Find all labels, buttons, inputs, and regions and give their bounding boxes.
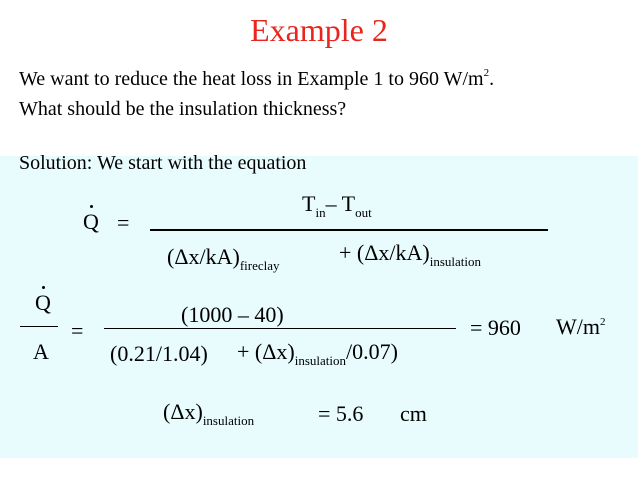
eq1-t-out: – T xyxy=(325,191,356,216)
eq2-lhs-fraction-bar xyxy=(20,326,58,327)
eq2-unit-text: W/m xyxy=(556,314,600,339)
eq3-unit: cm xyxy=(400,401,427,426)
problem-line-1 xyxy=(19,68,494,91)
eq2-lhs-numerator xyxy=(35,290,51,316)
eq2-result: = 960 xyxy=(470,315,521,340)
eq2-denominator-insulation xyxy=(237,339,398,368)
eq1-equals: = xyxy=(117,210,130,235)
problem-line-2: What should be the insulation thickness? xyxy=(19,98,347,120)
problem-line-1-superscript: 2 xyxy=(483,67,490,79)
eq1-numerator xyxy=(302,191,372,220)
problem-line-1-text: We want to reduce the heat loss in Example 1 to 960 W/m xyxy=(19,68,484,90)
eq1-fireclay-subscript: fireclay xyxy=(239,258,280,273)
eq2-fraction-bar xyxy=(104,328,456,329)
eq1-t-in-subscript: in xyxy=(315,205,326,220)
eq1-denominator-insulation xyxy=(339,240,481,269)
eq2-denominator-fireclay: (0.21/1.04) xyxy=(110,341,208,366)
eq1-t-out-subscript: out xyxy=(355,205,372,220)
eq2-lhs-denominator: A xyxy=(33,339,49,364)
eq2-numerator: (1000 – 40) xyxy=(181,302,284,327)
eq2-unit-superscript: 2 xyxy=(600,316,606,328)
eq1-heat-rate-symbol xyxy=(83,209,99,235)
slide-title: Example 2 xyxy=(250,12,388,48)
eq1-t-in: T xyxy=(302,191,316,216)
eq3-delta-x: (Δx) xyxy=(163,399,203,424)
solution-intro: Solution: We start with the equation xyxy=(19,152,307,174)
eq1-denominator-fireclay xyxy=(167,244,280,273)
eq2-q-dot: Q xyxy=(35,290,51,315)
eq1-insulation-subscript: insulation xyxy=(429,254,481,269)
eq2-equals: = xyxy=(71,318,84,343)
eq2-conductivity-term: /0.07) xyxy=(346,339,398,364)
eq2-insulation-term: + (Δx) xyxy=(237,339,295,364)
eq1-fireclay-term: (Δx/kA) xyxy=(167,244,240,269)
eq3-insulation-subscript: insulation xyxy=(202,413,255,428)
eq1-fraction-bar xyxy=(150,229,548,231)
eq3-lhs xyxy=(163,399,255,428)
problem-line-1-end: . xyxy=(489,68,495,90)
eq1-insulation-term: + (Δx/kA) xyxy=(339,240,430,265)
eq2-unit xyxy=(556,314,606,340)
eq2-insulation-subscript: insulation xyxy=(294,353,346,368)
eq3-result: = 5.6 xyxy=(318,401,364,426)
eq1-q-dot: Q xyxy=(83,209,99,234)
